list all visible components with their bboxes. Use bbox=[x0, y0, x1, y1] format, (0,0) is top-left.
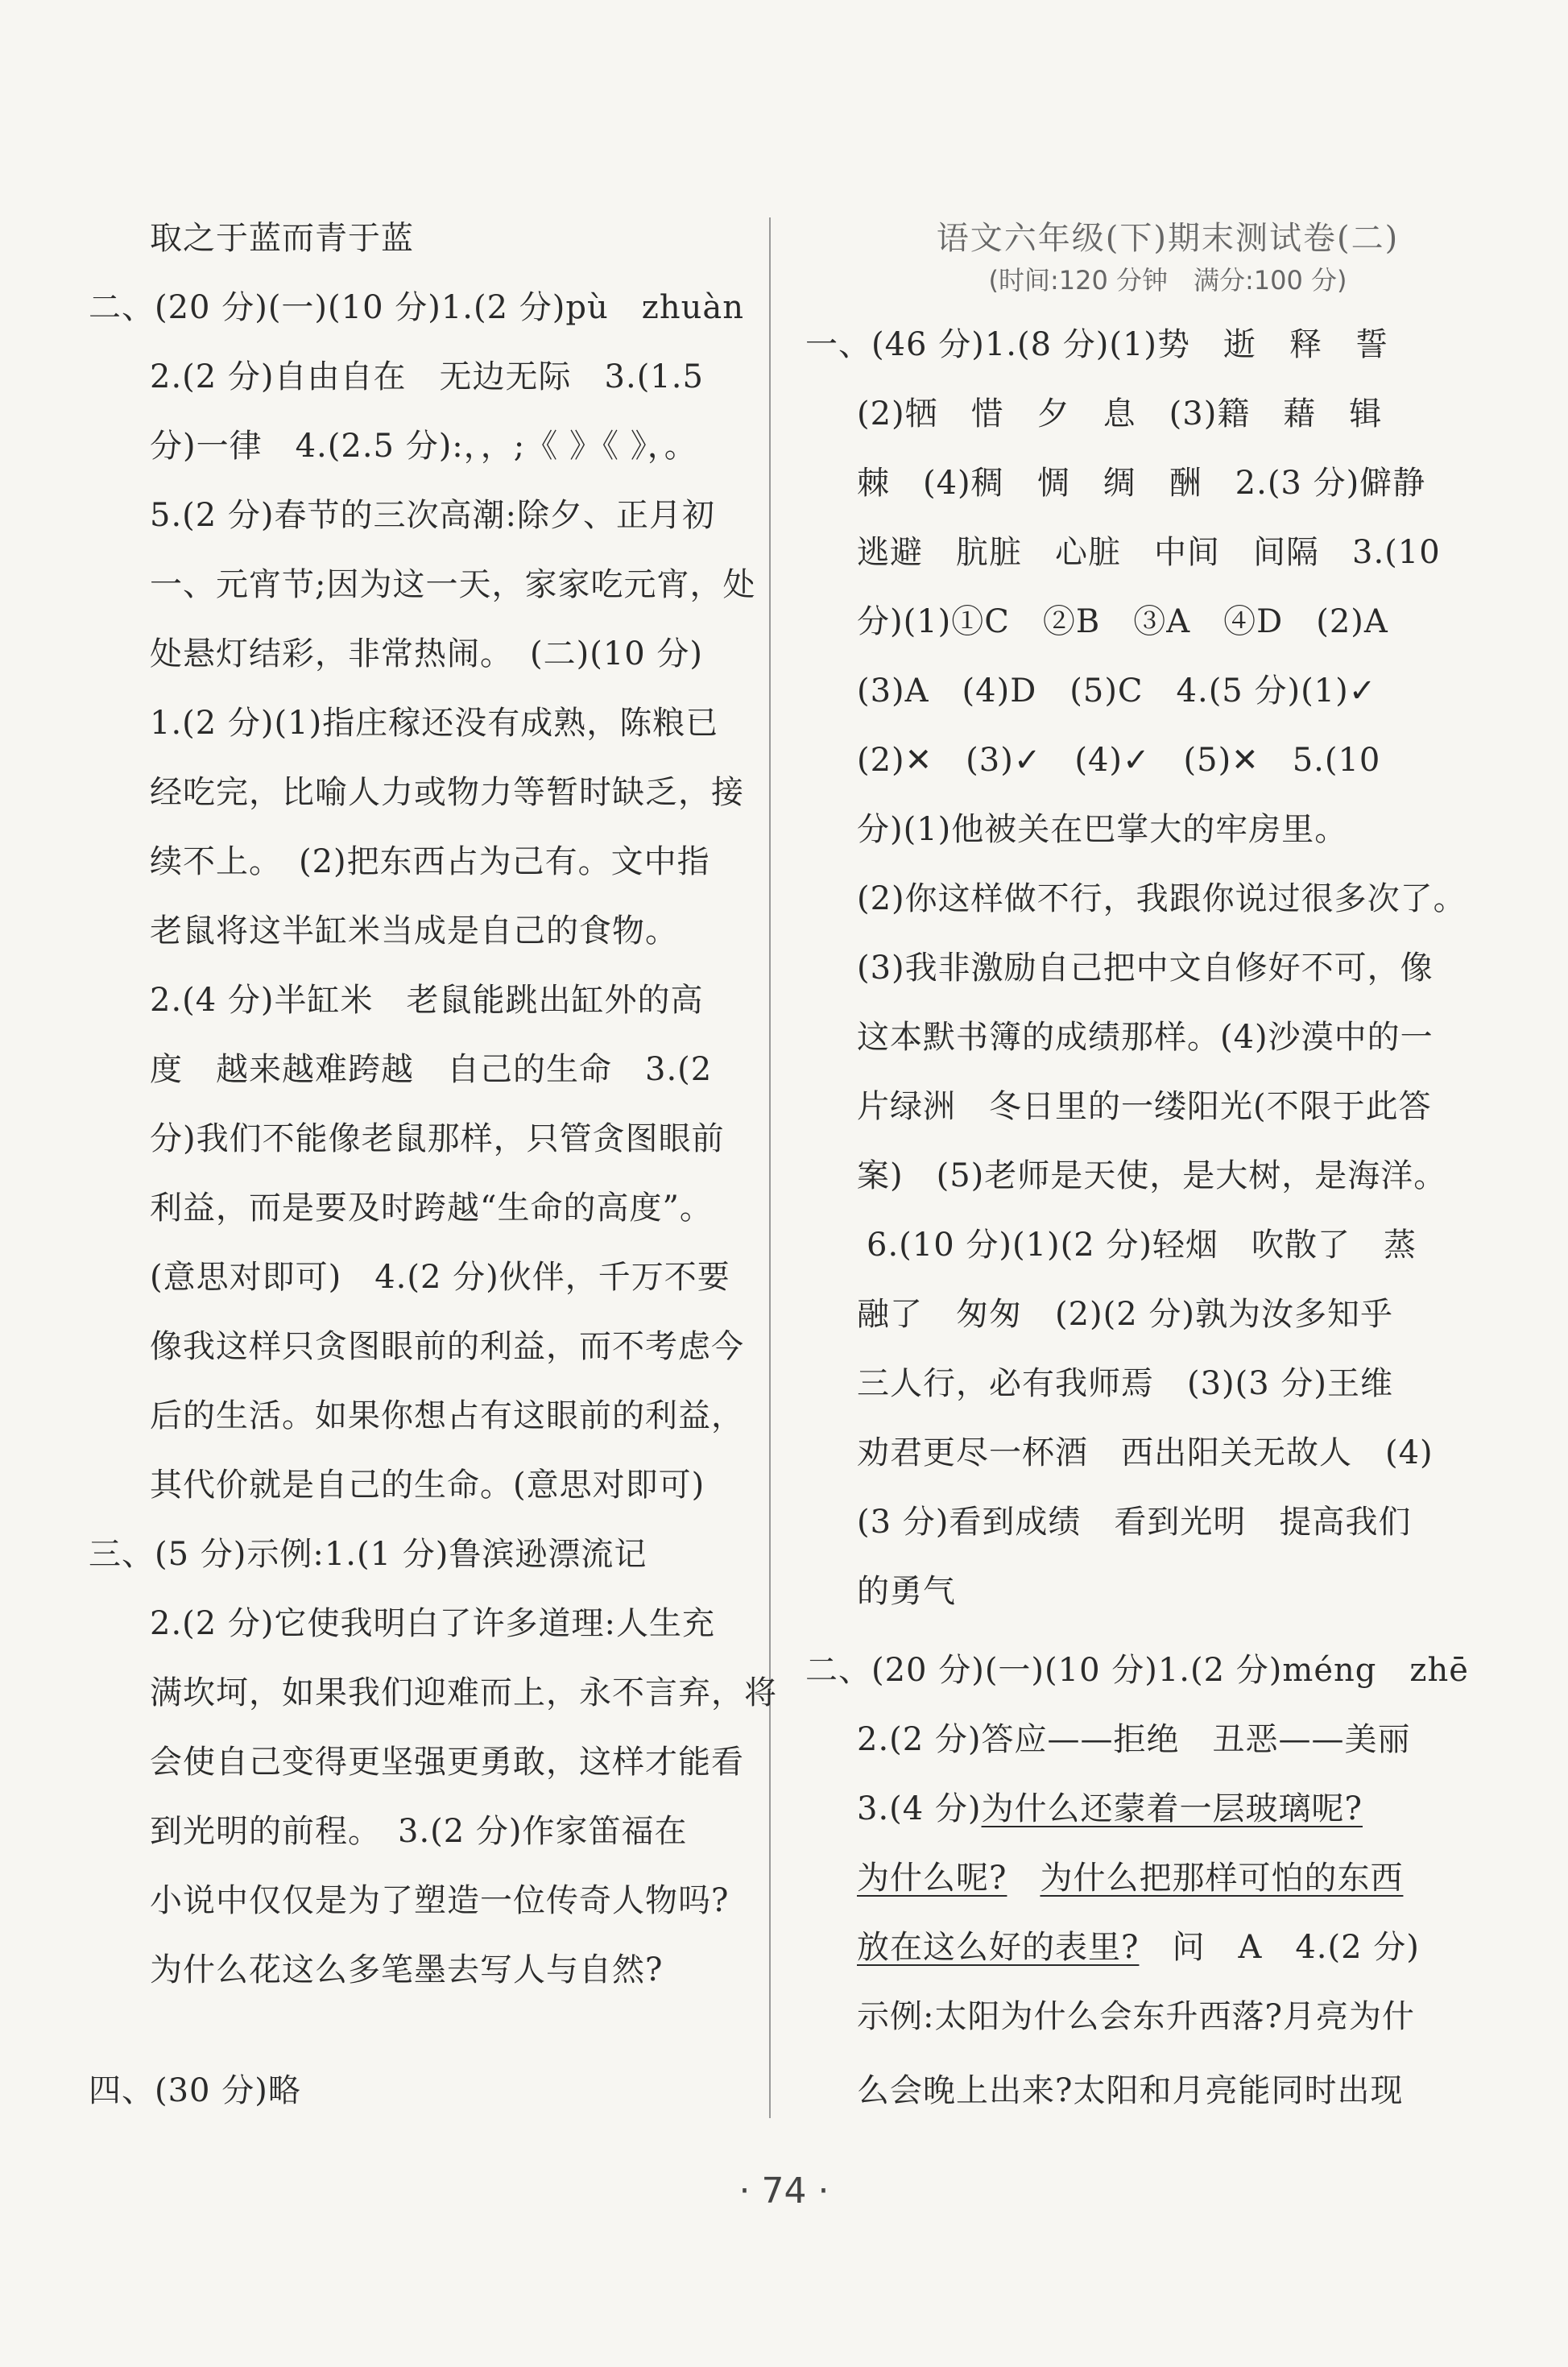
text-line: 会使自己变得更坚强更勇敢，这样才能看 bbox=[150, 1744, 744, 1781]
text-line: 后的生活。如果你想占有这眼前的利益， bbox=[150, 1397, 744, 1434]
text-line: 续不上。 (2)把东西占为己有。文中指 bbox=[150, 843, 710, 880]
text-line: 5.(2 分)春节的三次高潮:除夕、正月初 bbox=[150, 497, 716, 534]
text-line: 二、(20 分)(一)(10 分)1.(2 分)méng zhē bbox=[805, 1652, 1469, 1689]
text-line: (2)牺 惜 夕 息 (3)籍 藉 辑 bbox=[857, 395, 1383, 432]
text-line: 取之于蓝而青于蓝 bbox=[150, 220, 414, 257]
text-line: 三人行，必有我师焉 (3)(3 分)王维 bbox=[857, 1365, 1394, 1402]
text-line: 逃避 肮脏 心脏 中间 间隔 3.(10 bbox=[857, 534, 1441, 571]
text-line: 2.(4 分)半缸米 老鼠能跳出缸外的高 bbox=[150, 982, 704, 1019]
underlined-text: 放在这么好的表里? bbox=[857, 1929, 1140, 1966]
text-line: 为什么花这么多笔墨去写人与自然? bbox=[150, 1951, 664, 1988]
text-line: 处悬灯结彩，非常热闹。 (二)(10 分) bbox=[150, 635, 704, 672]
text-line: (2)✕ (3)✓ (4)✓ (5)✕ 5.(10 bbox=[857, 742, 1381, 779]
text-line: 片绿洲 冬日里的一缕阳光(不限于此答 bbox=[857, 1088, 1432, 1125]
exam-title: 语文六年级(下)期末测试卷(二) bbox=[936, 220, 1400, 257]
text-line: 一、(46 分)1.(8 分)(1)势 逝 释 誓 bbox=[805, 326, 1389, 363]
text-line: 其代价就是自己的生命。(意思对即可) bbox=[150, 1467, 705, 1504]
text-line: 像我这样只贪图眼前的利益，而不考虑今 bbox=[150, 1328, 744, 1365]
underlined-text: 为什么把那样可怕的东西 bbox=[1040, 1860, 1404, 1897]
text-line: 经吃完，比喻人力或物力等暂时缺乏，接 bbox=[150, 774, 744, 811]
text-line: 融了 匆匆 (2)(2 分)孰为汝多知乎 bbox=[857, 1296, 1394, 1333]
text-line: 小说中仅仅是为了塑造一位传奇人物吗? bbox=[150, 1882, 730, 1919]
text-line: 2.(2 分)自由自在 无边无际 3.(1.5 bbox=[150, 358, 704, 395]
text-line: (3)我非激励自己把中文自修好不可，像 bbox=[857, 950, 1434, 987]
text-line: 示例:太阳为什么会东升西落?月亮为什 bbox=[857, 1998, 1415, 2035]
text-segment: 3.(4 分) bbox=[857, 1790, 982, 1827]
text-line: 二、(20 分)(一)(10 分)1.(2 分)pù zhuàn bbox=[89, 289, 744, 326]
text-line: 棘 (4)稠 惆 绸 酬 2.(3 分)僻静 bbox=[857, 465, 1426, 502]
text-line: 分)(1)他被关在巴掌大的牢房里。 bbox=[857, 811, 1348, 848]
text-line: 三、(5 分)示例:1.(1 分)鲁滨逊漂流记 bbox=[89, 1536, 647, 1573]
text-segment: 问 A 4.(2 分) bbox=[1139, 1929, 1420, 1966]
text-line: 利益，而是要及时跨越“生命的高度”。 bbox=[150, 1190, 713, 1227]
text-line: 6.(10 分)(1)(2 分)轻烟 吹散了 蒸 bbox=[867, 1227, 1417, 1264]
text-line: 这本默书簿的成绩那样。(4)沙漠中的一 bbox=[857, 1019, 1434, 1056]
text-line: (2)你这样做不行，我跟你说过很多次了。 bbox=[857, 880, 1467, 917]
text-line: 2.(2 分)它使我明白了许多道理:人生充 bbox=[150, 1605, 716, 1642]
text-line: 劝君更尽一杯酒 西出阳关无故人 (4) bbox=[857, 1434, 1434, 1471]
exam-subtitle: (时间:120 分钟 满分:100 分) bbox=[988, 265, 1347, 296]
column-divider bbox=[769, 217, 771, 2118]
text-line: 老鼠将这半缸米当成是自己的食物。 bbox=[150, 912, 678, 950]
text-line: 1.(2 分)(1)指庄稼还没有成熟，陈粮已 bbox=[150, 705, 719, 742]
text-line bbox=[857, 1925, 1420, 1970]
text-line: 分)一律 4.(2.5 分):，，;《 》《 》，。 bbox=[150, 428, 697, 465]
text-line: 案) (5)老师是天使，是大树，是海洋。 bbox=[857, 1157, 1447, 1194]
text-line: (意思对即可) 4.(2 分)伙伴，千万不要 bbox=[150, 1259, 730, 1296]
underlined-text: 为什么还蒙着一层玻璃呢? bbox=[981, 1790, 1363, 1827]
text-line: (3)A (4)D (5)C 4.(5 分)(1)✓ bbox=[857, 672, 1377, 710]
text-line bbox=[857, 1856, 1403, 1901]
text-line: (3 分)看到成绩 看到光明 提高我们 bbox=[857, 1504, 1412, 1541]
text-line: 的勇气 bbox=[857, 1573, 956, 1610]
text-line: 度 越来越难跨越 自己的生命 3.(2 bbox=[150, 1051, 713, 1088]
text-line: 么会晚上出来?太阳和月亮能同时出现 bbox=[857, 2072, 1404, 2109]
text-line: 四、(30 分)略 bbox=[89, 2072, 301, 2109]
text-line: 到光明的前程。 3.(2 分)作家笛福在 bbox=[150, 1813, 688, 1850]
underlined-text: 为什么呢? bbox=[857, 1860, 1007, 1897]
page-number: · 74 · bbox=[738, 2170, 830, 2212]
text-line: 分)(1)①C ②B ③A ④D (2)A bbox=[857, 603, 1388, 640]
text-line: 2.(2 分)答应——拒绝 丑恶——美丽 bbox=[857, 1721, 1411, 1758]
text-line: 满坎坷，如果我们迎难而上，永不言弃，将 bbox=[150, 1674, 777, 1711]
text-line: 分)我们不能像老鼠那样，只管贪图眼前 bbox=[150, 1120, 725, 1157]
text-line bbox=[857, 1786, 1363, 1831]
text-segment bbox=[1007, 1860, 1040, 1897]
text-line: 一、元宵节;因为这一天，家家吃元宵，处 bbox=[150, 566, 756, 603]
